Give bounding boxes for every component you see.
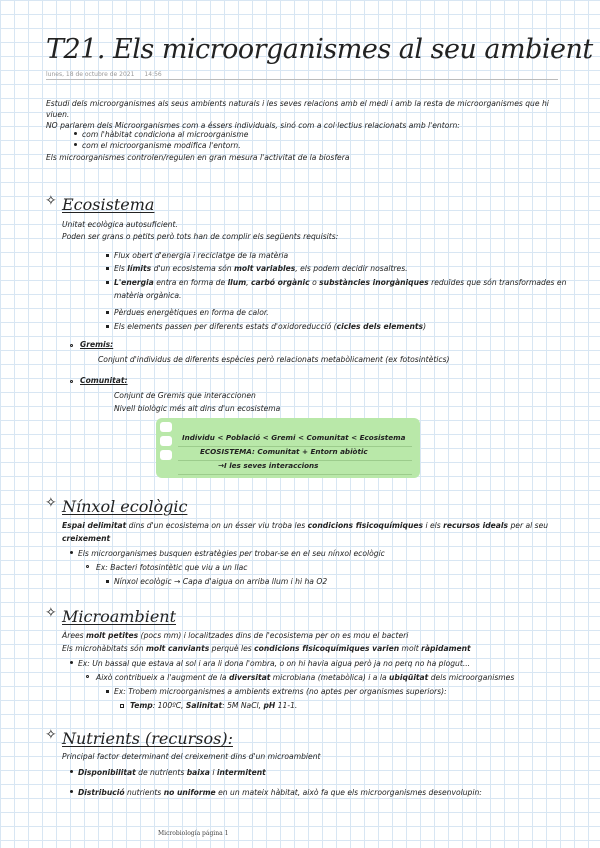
bullet-ring xyxy=(70,344,73,347)
gremis-label: Gremis: xyxy=(80,340,114,349)
time-text: 14:56 xyxy=(144,71,162,78)
bullet-ring xyxy=(86,675,89,678)
eco-req-5: Els elements passen per diferents estats d'oxidoreducció (cicles dels elements) xyxy=(114,322,427,331)
eco-req-1: Flux obert d'energia i reciclatge de la matèria xyxy=(114,251,289,260)
hierarchy-box xyxy=(156,418,420,478)
box-tab xyxy=(160,436,172,446)
comunitat-label: Comunitat: xyxy=(80,376,128,385)
bullet-dot xyxy=(74,132,77,135)
intro-line-1: Estudi dels microorganismes als seus ambients naturals i les seves relacions amb el medi i amb la resta de microorganismes que hi xyxy=(46,99,549,108)
intro-line-3: NO parlarem dels Microorganismes com a éssers individuals, sinó com a col·lectius relacionats amb l'entorn: xyxy=(46,121,460,130)
comunitat-text-1: Conjunt de Gremis que interaccionen xyxy=(114,391,256,400)
bullet-dot xyxy=(70,770,73,773)
box-line-1: Individu < Població < Gremi < Comunitat < Ecosistema xyxy=(182,433,406,442)
bullet-dot xyxy=(70,790,73,793)
micro-sub-1: Això contribueix a l'augment de la diversitat microbiana (metabòlica) i a la ubiqüitat dels microorganismes xyxy=(96,673,515,682)
micro-line-1: Àrees molt petites (pocs mm) i localitzades dins de l'ecosistema per on es mou el bacteri xyxy=(62,631,409,640)
heading-ninxol: Nínxol ecològic xyxy=(62,497,188,516)
heading-nutrients: Nutrients (recursos): xyxy=(62,729,233,748)
nutrients-bullet-2: Distribució nutrients no uniforme en un mateix hàbitat, això fa que els microorganismes desenvolupin: xyxy=(78,788,482,797)
date-text: lunes, 18 de octubre de 2021 xyxy=(46,71,135,78)
heading-microambient: Microambient xyxy=(62,607,177,626)
bullet-square xyxy=(106,281,109,284)
eco-req-3: L'energia entra en forma de llum, carbó orgànic o substàncies inorgàniques reduïdes que són transformades en xyxy=(114,278,567,287)
micro-line-2: Els microhàbitats són molt canviants perquè les condicions fisicoquímiques varien molt ràpidament xyxy=(62,644,471,653)
ninxol-line-1: Espai delimitat dins d'un ecosistema on un ésser viu troba les condicions fisicoquímiques i els recursos ideals per al seu xyxy=(62,521,549,530)
micro-subsub-1: Ex: Trobem microorganismes a ambients extrems (no aptes per organismes superiors): xyxy=(114,687,447,696)
ninxol-line-2: creixement xyxy=(62,534,111,543)
intro-line-4: Els microorganismes controlen/regulen en gran mesura l'activitat de la biosfera xyxy=(46,153,350,162)
eco-req-4: Pèrdues energètiques en forma de calor. xyxy=(114,308,269,317)
page-title: T21. Els microorganismes al seu ambient xyxy=(46,34,593,65)
comunitat-text-2: Nivell biològic més alt dins d'un ecosistema xyxy=(114,404,281,413)
bullet-square xyxy=(106,325,109,328)
box-line-2: ECOSISTEMA: Comunitat + Entorn abiòtic xyxy=(200,447,368,456)
nutrients-line-1: Principal factor determinant del creixement dins d'un microambient xyxy=(62,752,321,761)
ninxol-bullet-1: Els microorganismes busquen estratègies per trobar-se en el seu nínxol ecològic xyxy=(78,549,385,558)
eco-line-1: Unitat ecològica autosuficient. xyxy=(62,220,178,229)
sparkle-icon: ✧ xyxy=(45,605,57,621)
box-rule xyxy=(178,474,412,475)
bullet-dot xyxy=(74,143,77,146)
ninxol-sub-1: Ex: Bacteri fotosintètic que viu a un llac xyxy=(96,563,248,572)
bullet-ring xyxy=(70,380,73,383)
bullet-dot xyxy=(70,661,73,664)
heading-ecosistema: Ecosistema xyxy=(62,195,155,214)
micro-bullet-1: Ex: Un bassal que estava al sol i ara li dona l'ombra, o on hi havia aigua però ja no perq no ha plogut... xyxy=(78,659,471,668)
micro-leaf-1: Temp: 100ºC, Salinitat: 5M NaCl, pH 11-1. xyxy=(130,701,298,710)
ninxol-subsub-1: Nínxol ecològic → Capa d'aigua on arriba llum i hi ha O2 xyxy=(114,577,328,586)
eco-req-2: Els límits d'un ecosistema són molt variables, els podem decidir nosaltres. xyxy=(114,264,408,273)
page-footer: Microbiología página 1 xyxy=(158,830,229,837)
nutrients-bullet-1: Disponibilitat de nutrients baixa i intermitent xyxy=(78,768,266,777)
intro-bullet-1: com l'hàbitat condiciona al microorganisme xyxy=(82,130,249,139)
title-divider xyxy=(46,79,558,80)
box-line-3: →I les seves interaccions xyxy=(218,461,319,470)
bullet-square xyxy=(106,690,109,693)
bullet-dot xyxy=(70,551,73,554)
page-date xyxy=(46,71,172,78)
bullet-square xyxy=(106,580,109,583)
intro-bullet-2: com el microorganisme modifica l'entorn. xyxy=(82,141,241,150)
gremis-text: Conjunt d'individus de diferents espècies però relacionats metabòlicament (ex fotosintètics) xyxy=(98,355,450,364)
intro-line-2: viuen. xyxy=(46,110,70,119)
box-tab xyxy=(160,422,172,432)
bullet-square-open xyxy=(120,704,124,708)
sparkle-icon: ✧ xyxy=(45,727,57,743)
bullet-square xyxy=(106,267,109,270)
bullet-square xyxy=(106,254,109,257)
eco-line-2: Poden ser grans o petits però tots han de complir els següents requisits: xyxy=(62,232,339,241)
bullet-square xyxy=(106,311,109,314)
box-tab xyxy=(160,450,172,460)
sparkle-icon: ✧ xyxy=(45,193,57,209)
bullet-ring xyxy=(86,565,89,568)
sparkle-icon: ✧ xyxy=(45,495,57,511)
eco-req-3-cont: matèria orgànica. xyxy=(114,291,182,300)
